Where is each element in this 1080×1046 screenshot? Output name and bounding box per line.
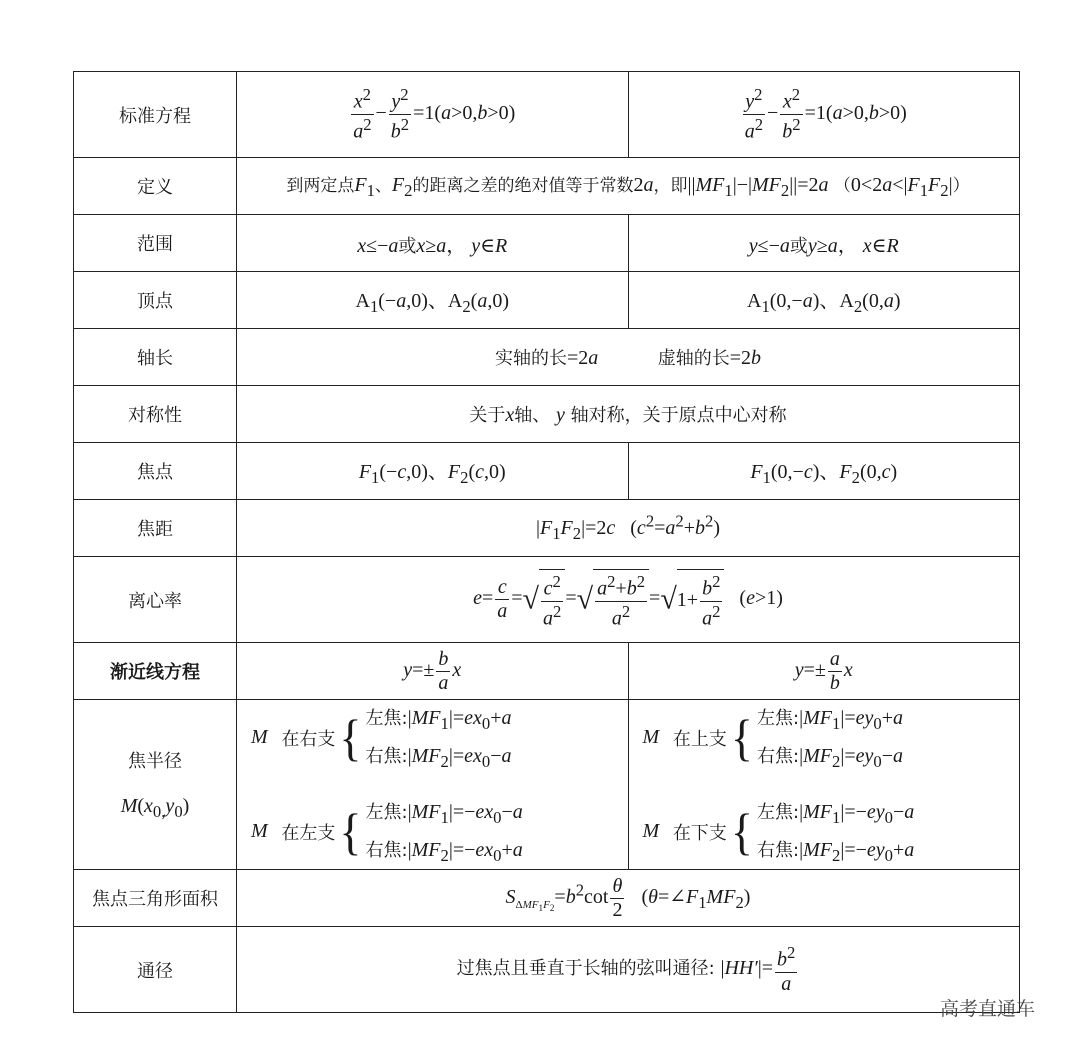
focal-distance-cell: $|F_1F_2|=2c$ $(c^2=a^2+b^2)$ xyxy=(237,500,1020,557)
row-label-vertex: 顶点 xyxy=(74,272,237,329)
table-row xyxy=(74,927,1020,1013)
table-row xyxy=(74,557,1020,643)
definition-text-a: 到两定点 xyxy=(286,176,355,196)
table-row xyxy=(74,643,1020,700)
row-label-latus-rectum: 通径 xyxy=(74,927,237,1013)
range-or-v: 或 xyxy=(789,235,808,257)
range-or-h: 或 xyxy=(398,235,417,257)
left-branch-text: 在左支 xyxy=(281,822,336,844)
row-label-focal-radius: 焦半径 $M(x_{0,}y_0)$ xyxy=(74,700,237,870)
eccentricity-cell: e= $\frac{c}{a}$ =√ $\frac{c^2}{a^2}$ =√ $\frac{a^2+b^2}{a^2}$ =√1+ $\frac{b^2}{a^2}$ (e>1) xyxy=(237,557,1020,643)
asymptote-vertical: y=± $\frac{a}{b}$ x xyxy=(628,643,1020,700)
latus-rectum-cell: 过焦点且垂直于长轴的弦叫通径: |HH′|= $\frac{b^2}{a}$ xyxy=(237,927,1020,1013)
definition-text-b: 、 xyxy=(374,176,392,196)
table-row xyxy=(74,500,1020,557)
symmetry-text-c: 轴对称，关于原点中心对称 xyxy=(570,405,787,426)
hyperbola-properties-table xyxy=(73,71,1020,1013)
asymptote-horizontal: y=± $\frac{b}{a}$ x xyxy=(237,643,629,700)
symmetry-cell: 关于x轴、 y 轴对称，关于原点中心对称 xyxy=(237,386,1020,443)
definition-text-c: 的距离之差的绝对值等于常数 xyxy=(412,176,634,196)
row-label-standard-equation: 标准方程 xyxy=(74,72,237,158)
right-focus-text: 右焦: xyxy=(365,839,408,861)
range-vertical: y≤−a或y≥a， x∈R xyxy=(628,215,1020,272)
row-label-symmetry: 对称性 xyxy=(74,386,237,443)
row-label-axis-length: 轴长 xyxy=(74,329,237,386)
row-label-focus: 焦点 xyxy=(74,443,237,500)
row-label-definition: 定义 xyxy=(74,158,237,215)
table-row xyxy=(74,329,1020,386)
real-axis-text: 实轴的长 xyxy=(494,348,567,369)
right-focus-text: 右焦: xyxy=(757,745,800,767)
table-row xyxy=(74,272,1020,329)
right-focus-text: 右焦: xyxy=(365,745,408,767)
row-label-asymptote: 渐近线方程 xyxy=(74,643,237,700)
focal-radius-horizontal: M 在右支 { 左焦$:|MF_1|=ex_0+a$ 右焦$:|MF_2|=ex_0-a$ M 在左支 { 左焦$:|MF_1|=-ex_0-a$ 右焦$:|MF_2|=-ex_0+a$ xyxy=(237,700,629,870)
definition-text-e: （ xyxy=(833,176,851,196)
row-label-focal-distance: 焦距 xyxy=(74,500,237,557)
symmetry-text-b: 轴、 xyxy=(514,405,551,426)
table-row xyxy=(74,215,1020,272)
left-focus-text: 左焦: xyxy=(365,801,408,823)
focus-vertical: $F_1(0,-c)$、$F_2(0,c)$ xyxy=(628,443,1020,500)
focus-horizontal: $F_1(-c,0)$、$F_2(c,0)$ xyxy=(237,443,629,500)
right-branch-text: 在右支 xyxy=(281,728,336,750)
row-label-eccentricity: 离心率 xyxy=(74,557,237,643)
latus-rectum-text: 过焦点且垂直于长轴的弦叫通径: xyxy=(456,958,715,980)
definition-cell: 到两定点$F_1$、$F_2$的距离之差的绝对值等于常数2a，即$||MF_1|-|MF_2||=2a$ $(0<2a<|F_1F_2|)$ xyxy=(237,158,1020,215)
table-row xyxy=(74,158,1020,215)
vertex-horizontal: $A_1(-a,0)$、$A_2(a,0)$ xyxy=(237,272,629,329)
symmetry-text-a: 关于 xyxy=(469,405,506,426)
triangle-area-cell: $S_{\Delta MF_1F_2}=b^2\cot$ $\frac{\theta}{2}$ $(\theta=\angle F_1MF_2)$ xyxy=(237,870,1020,927)
left-focus-text: 左焦: xyxy=(757,707,800,729)
right-focus-text: 右焦: xyxy=(757,839,800,861)
std-eq-vertical: $\frac{y^2}{a^2}$ − $\frac{x^2}{b^2}$ =1(a>0,b>0) xyxy=(628,72,1020,158)
lower-branch-text: 在下支 xyxy=(672,822,727,844)
axis-length-cell: 实轴的长=2a 虚轴的长=2b xyxy=(237,329,1020,386)
watermark-text: 高考直通车 xyxy=(940,998,1036,1020)
table-row xyxy=(74,870,1020,927)
focal-radius-vertical: M 在上支 { 左焦$:|MF_1|=ey_0+a$ 右焦$:|MF_2|=ey_0-a$ M 在下支 { 左焦$:|MF_1|=-ey_0-a$ 右焦$:|MF_2|=-ey_0+a$ xyxy=(628,700,1020,870)
range-horizontal: x≤−a或x≥a， y∈R xyxy=(237,215,629,272)
left-focus-text: 左焦: xyxy=(757,801,800,823)
row-label-triangle-area: 焦点三角形面积 xyxy=(74,870,237,927)
table-row xyxy=(74,700,1020,870)
left-focus-text: 左焦: xyxy=(365,707,408,729)
table-row xyxy=(74,443,1020,500)
imag-axis-text: 虚轴的长 xyxy=(657,348,730,369)
table-row xyxy=(74,386,1020,443)
table-row xyxy=(74,72,1020,158)
std-eq-horizontal: $\frac{x^2}{a^2}$ − $\frac{y^2}{b^2}$ =1(a>0,b>0) xyxy=(237,72,629,158)
definition-text-d: ，即 xyxy=(653,176,688,196)
upper-branch-text: 在上支 xyxy=(672,728,727,750)
definition-text-f: ） xyxy=(952,176,970,196)
vertex-vertical: $A_1(0,-a)$、$A_2(0,a)$ xyxy=(628,272,1020,329)
focal-radius-label: 焦半径 xyxy=(128,751,182,772)
row-label-range: 范围 xyxy=(74,215,237,272)
